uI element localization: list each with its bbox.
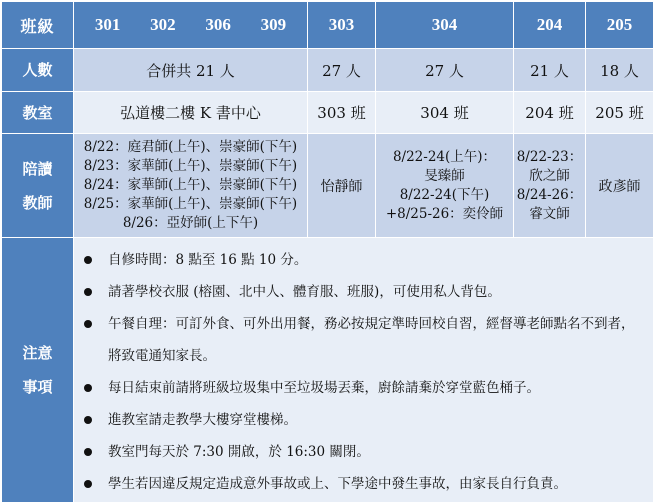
- note-item: [80, 468, 647, 500]
- bullet-dot-icon: [84, 416, 92, 424]
- bullet-dot-icon: [84, 480, 92, 488]
- tutor-merged-line: 8/26：亞妤師(上下午): [122, 215, 259, 231]
- note-item: [80, 436, 647, 468]
- merged-class-codes: [74, 2, 308, 49]
- note-text: 午餐自理：可訂外食、可外出用餐，務必按規定準時回校自習，經督導老師點名不到者，將致電通知家長。: [108, 316, 635, 364]
- headcount-303: 27 人: [308, 49, 376, 92]
- notes-label-line2: 事項: [22, 378, 53, 396]
- class-header-label: 班級: [2, 2, 74, 49]
- class-code-302: 302: [150, 15, 176, 34]
- class-code-304: 304: [376, 2, 514, 49]
- tutor-304-line: 8/22-24(下午): [399, 186, 490, 203]
- tutor-304-line: +8/25-26：奕伶師: [385, 205, 504, 222]
- headcount-205: 18 人: [586, 49, 654, 92]
- tutor-label-line1: 陪讀: [22, 159, 53, 178]
- note-item: [80, 276, 647, 308]
- notes-row: [2, 238, 654, 503]
- headcount-row: [2, 49, 654, 92]
- classroom-304: 304 班: [376, 92, 514, 134]
- note-text: 自修時間：8 點至 16 點 10 分。: [108, 252, 308, 268]
- note-item: [80, 308, 647, 372]
- class-code-301: 301: [94, 15, 121, 34]
- tutor-row: [2, 134, 654, 238]
- tutor-204-line: 8/24-26：: [516, 186, 583, 203]
- note-item: [80, 244, 647, 276]
- note-item: [80, 404, 647, 436]
- classroom-merged: 弘道樓二樓 K 書中心: [74, 92, 308, 134]
- tutor-304-line: 旻臻師: [424, 167, 465, 184]
- classroom-204: 204 班: [514, 92, 586, 134]
- note-text: 請著學校衣服 (榕園、北中人、體育服、班服)，可使用私人背包。: [108, 284, 501, 300]
- tutor-merged-line: 8/23：家華師(上午)、崇豪師(下午): [83, 158, 298, 174]
- class-code-303: 303: [308, 2, 376, 49]
- bullet-dot-icon: [84, 256, 92, 264]
- notes-list: [74, 238, 653, 502]
- note-text: 進教室請走教學大樓穿堂樓梯。: [108, 412, 297, 428]
- tutor-204-line: 欣之師: [529, 167, 570, 184]
- headcount-merged: 合併共 21 人: [74, 49, 308, 92]
- classroom-303: 303 班: [308, 92, 376, 134]
- bullet-dot-icon: [84, 288, 92, 296]
- bullet-dot-icon: [84, 448, 92, 456]
- class-code-204: 204: [514, 2, 586, 49]
- classroom-205: 205 班: [586, 92, 654, 134]
- bullet-dot-icon: [84, 320, 92, 328]
- bullet-dot-icon: [84, 384, 92, 392]
- headcount-304: 27 人: [376, 49, 514, 92]
- tutor-204: [514, 134, 586, 238]
- tutor-304-line: 8/22-24(上午)：: [392, 148, 497, 165]
- tutor-label-line2: 教師: [22, 193, 53, 212]
- class-code-205: 205: [586, 2, 654, 49]
- tutor-label: [2, 134, 74, 238]
- tutor-merged-line: 8/22：庭君師(上午)、崇豪師(下午): [83, 139, 298, 155]
- tutor-204-line: 睿文師: [529, 205, 570, 222]
- tutor-304: [376, 134, 514, 238]
- class-code-306: 306: [205, 15, 231, 34]
- headcount-label: 人數: [2, 49, 74, 92]
- classroom-row: [2, 92, 654, 134]
- tutor-204-line: 8/22-23：: [516, 148, 583, 165]
- tutor-merged-line: 8/24：家華師(上午)、崇豪師(下午): [83, 177, 298, 193]
- note-text: 學生若因違反規定造成意外事故或上、下學途中發生事故，由家長自行負責。: [108, 476, 567, 492]
- note-text: 每日結束前請將班級垃圾集中至垃圾場丟棄，廚餘請棄於穿堂藍色桶子。: [108, 380, 540, 396]
- notes-content: [74, 238, 654, 503]
- notes-label: [2, 238, 74, 503]
- header-row: [2, 2, 654, 49]
- tutor-merged-line: 8/25：家華師(上午)、崇豪師(下午): [83, 196, 298, 212]
- notes-label-line1: 注意: [22, 344, 53, 362]
- headcount-204: 21 人: [514, 49, 586, 92]
- note-text: 教室門每天於 7:30 開啟，於 16:30 關閉。: [108, 444, 370, 460]
- note-item: [80, 372, 647, 404]
- classroom-label: 教室: [2, 92, 74, 134]
- class-code-309: 309: [260, 15, 287, 34]
- tutor-205: 政彥師: [586, 134, 654, 238]
- summer-study-table: [1, 1, 654, 503]
- tutor-merged: [74, 134, 308, 238]
- tutor-303: 怡靜師: [308, 134, 376, 238]
